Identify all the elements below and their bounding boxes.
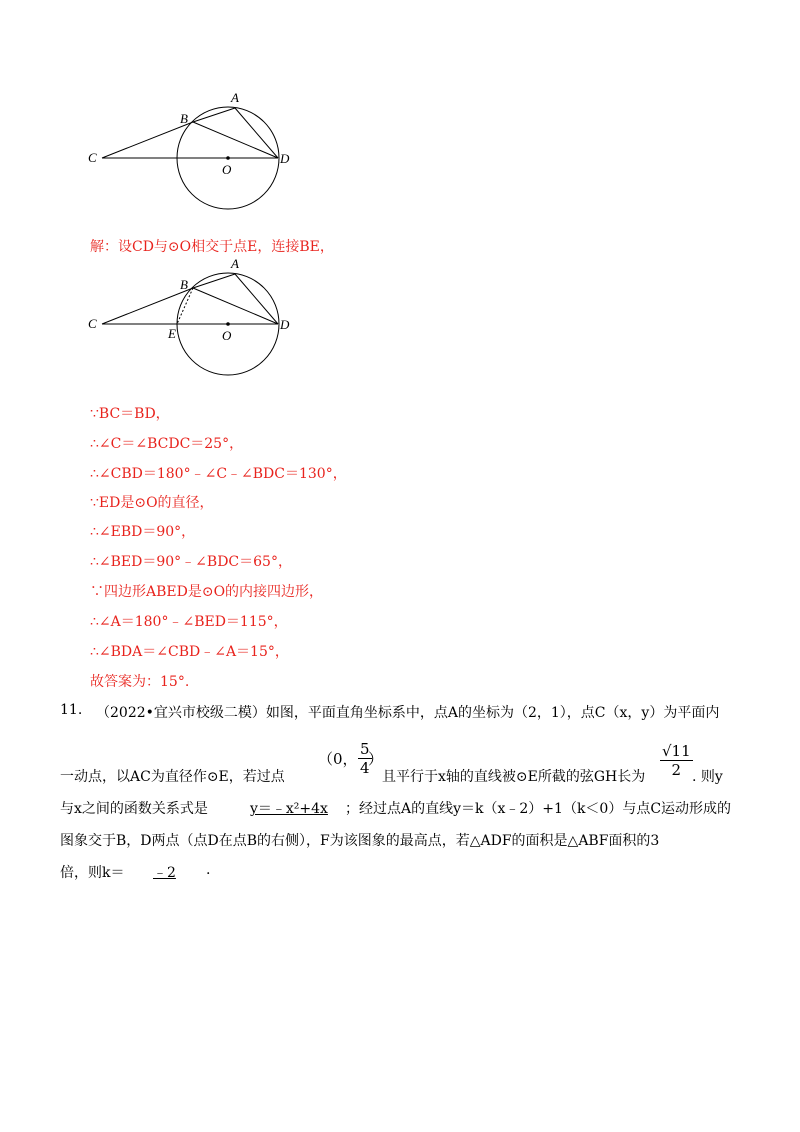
segment-bd [193, 122, 278, 158]
question-line-3a: 与x之间的函数关系式是 [60, 801, 208, 817]
chord-fraction [660, 742, 693, 779]
question-line-5a: 倍，则k＝ [60, 865, 125, 881]
label-d: D [280, 317, 290, 332]
segment-cb [102, 122, 193, 158]
question-line-3b: ；经过点A的直线y＝k（x﹣2）+1（k＜0）与点C运动形成的 [345, 801, 732, 817]
question-line-2c: . 则y [692, 769, 723, 785]
center-point [226, 322, 230, 326]
label-d: D [280, 151, 290, 166]
label-c: C [88, 150, 97, 165]
segment-bd [193, 288, 278, 324]
point-suffix: ） [368, 750, 384, 768]
question-line-1: （2022•宜兴市校级二模）如图，平面直角坐标系中，点A的坐标为（2，1），点C（x，y）为平面内 [96, 705, 720, 721]
figure-1-circle-diagram [80, 90, 320, 220]
solution-step-4: ∵ED是⊙O的直径， [90, 495, 214, 511]
solution-step-7: ∵四边形ABED是⊙O的内接四边形， [90, 584, 324, 600]
point-fraction-numerator: 5 [360, 740, 370, 758]
segment-ba [193, 274, 235, 288]
label-e: E [168, 326, 176, 341]
segment-ba [193, 108, 235, 122]
label-o: O [222, 328, 232, 343]
question-line-2a: 一动点，以AC为直径作⊙E，若过点 [60, 769, 285, 785]
chord-fraction-numerator: √11 [662, 742, 691, 760]
question-line-4: 图象交于B，D两点（点D在点B的右侧），F为该图象的最高点，若△ADF的面积是△ABF面积的3 [60, 833, 660, 849]
label-c: C [88, 316, 97, 331]
question-number: 11. [60, 702, 83, 718]
solution-step-1: ∵BC＝BD， [90, 406, 170, 422]
label-a: A [231, 90, 239, 105]
solution-step-2: ∴∠C＝∠BCDC＝25°， [90, 436, 244, 452]
figure-2-svg [80, 258, 320, 388]
label-o: O [222, 162, 232, 177]
answer-blank-2: ﹣2 [153, 865, 176, 881]
answer-blank-1: y＝﹣x²+4x [250, 801, 328, 817]
point-fraction-denominator: 4 [360, 759, 370, 777]
solution-step-5: ∴∠EBD＝90°， [90, 524, 196, 540]
chord-fraction-denominator: 2 [671, 761, 682, 779]
center-point [226, 156, 230, 160]
label-a: A [231, 258, 239, 271]
solution-step-3: ∴∠CBD＝180°﹣∠C﹣∠BDC＝130°， [90, 466, 347, 482]
solution-answer-line: 故答案为：15°. [90, 674, 190, 690]
solution-intro: 解：设CD与⊙O相交于点E，连接BE， [90, 239, 334, 255]
label-b: B [180, 277, 188, 292]
label-b: B [180, 111, 188, 126]
solution-step-8: ∴∠A＝180°﹣∠BED＝115°， [90, 614, 288, 630]
question-line-5b: . [206, 862, 211, 878]
figure-1-svg [80, 90, 320, 220]
question-line-2b: 且平行于x轴的直线被⊙E所截的弦GH长为 [382, 769, 646, 785]
solution-step-9: ∴∠BDA＝∠CBD﹣∠A＝15°， [90, 644, 289, 660]
point-prefix: （0， [318, 750, 358, 768]
solution-step-6: ∴∠BED＝90°﹣∠BDC＝65°， [90, 554, 292, 570]
figure-2-circle-diagram [80, 258, 320, 388]
